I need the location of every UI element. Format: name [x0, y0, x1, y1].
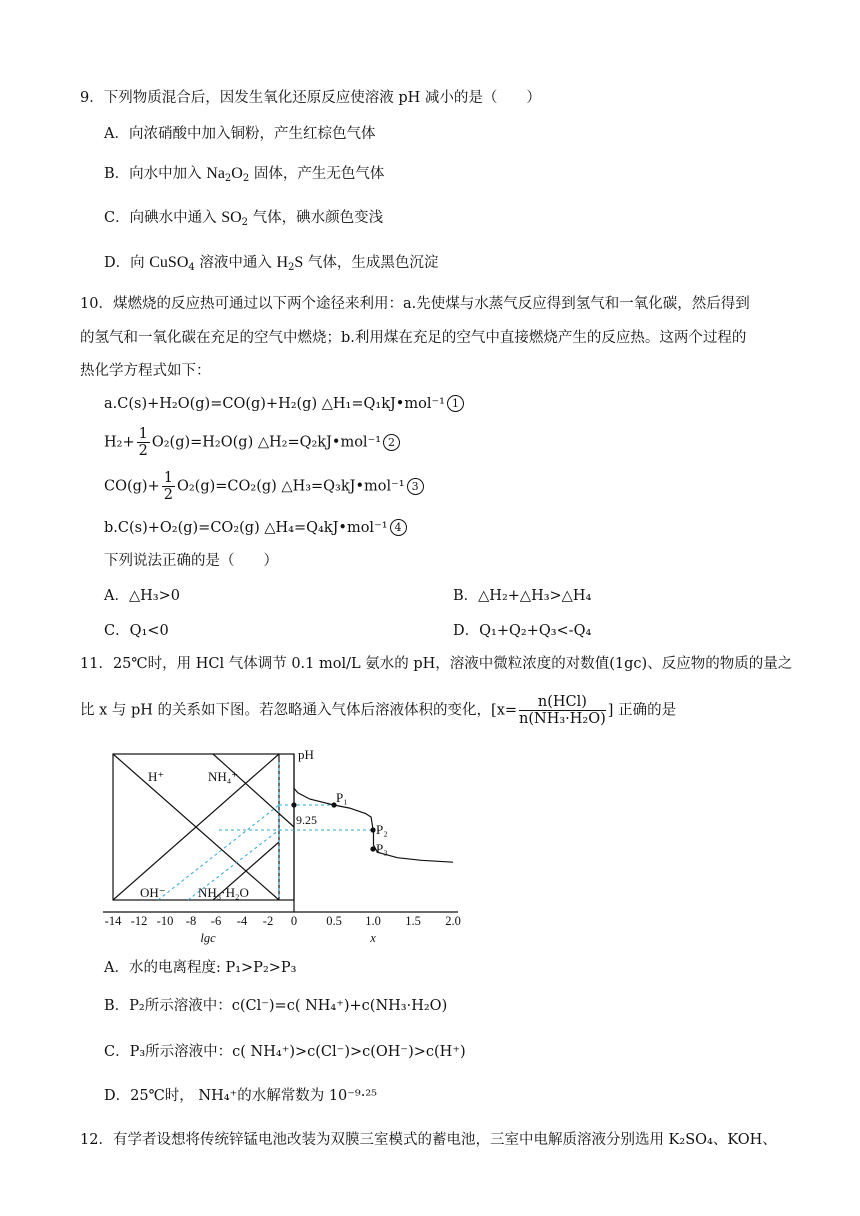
species-label: H⁺	[148, 769, 165, 784]
tick-label: -8	[185, 914, 197, 928]
q11-option-d: D．25℃时， NH₄⁺的水解常数为 10⁻⁹·²⁵	[104, 1088, 377, 1104]
fraction-half: $\frac{1}{2}$	[163, 470, 173, 503]
q11-option-b: B．P₂所示溶液中：c(Cl⁻)=c( NH₄⁺)+c(NH₃·H₂O)	[104, 998, 448, 1014]
q10-line2: 的氢气和一氧化碳在充足的空气中燃烧；b.利用煤在充足的空气中直接燃烧产生的反应热。这两个过程的	[80, 330, 747, 346]
q10-line3: 热化学方程式如下：	[80, 363, 211, 379]
circled-number: 3	[407, 478, 424, 495]
q9-option-d: D．向 CuSO$_4$ 溶液中通入 $H_2S$ 气体，生成黑色沉淀	[104, 254, 439, 273]
ph-chart	[98, 742, 468, 952]
point-label-p1: P₁	[336, 790, 348, 805]
q10-option-a: A．△H₃>0	[104, 588, 180, 604]
tick-label: 2.0	[445, 914, 461, 928]
species-plot-frame	[113, 754, 294, 900]
circled-number: 1	[447, 395, 464, 412]
q10-eq2: H₂+ $\frac{1}{2}$ O₂(g)=H₂O(g) △H₂=Q₂kJ•mol⁻¹ 2	[104, 426, 400, 466]
q12-line1: 12．有学者设想将传统锌锰电池改装为双膜三室模式的蓄电池，三室中电解质溶液分别选用 K₂SO₄、KOH、	[80, 1132, 777, 1148]
ph-axis-label: pH	[298, 747, 314, 762]
species-label: OH⁻	[140, 885, 166, 900]
fraction-half: $\frac{1}{2}$	[138, 426, 148, 459]
circled-number: 4	[390, 519, 407, 536]
point-marker	[370, 846, 375, 851]
q10-ask: 下列说法正确的是（ ）	[104, 553, 278, 569]
q10-option-b: B．△H₂+△H₃>△H₄	[453, 588, 592, 604]
point-marker	[370, 827, 375, 832]
q11-line2: 比 x 与 pH 的关系如下图。若忽略通入气体后溶液体积的变化，[x= $\frac{\text{n(HCl)}}{\text{n(NH₃·H₂O)}}$ ] 正确的是	[80, 694, 677, 727]
q10-eq4: b.C(s)+O₂(g)=CO₂(g) △H₄=Q₄kJ•mol⁻¹ 4	[104, 518, 407, 538]
q9-option-c: C．向碘水中通入 $SO_2$ 气体，碘水颜色变浅	[104, 209, 384, 228]
point-label-p2: P₂	[376, 822, 388, 837]
lgc-axis-label: lgc	[200, 931, 216, 945]
tick-label: -4	[236, 914, 248, 928]
species-label: NH₄⁺	[208, 769, 239, 784]
tick-label: -12	[130, 914, 148, 928]
q11-option-c: C．P₃所示溶液中：c( NH₄⁺)>c(Cl⁻)>c(OH⁻)>c(H⁺)	[104, 1044, 466, 1060]
tick-label: 0.5	[326, 914, 342, 928]
tick-label: -10	[156, 914, 174, 928]
annotation-925: 9.25	[296, 813, 317, 827]
tick-label: 1.0	[365, 914, 381, 928]
tick-label: -2	[262, 914, 274, 928]
q10-eq1: a.C(s)+H₂O(g)=CO(g)+H₂(g) △H₁=Q₁kJ•mol⁻¹ 1	[104, 394, 464, 414]
species-label: NH₃·H₂O	[198, 885, 249, 900]
q10-eq3: CO(g)+ $\frac{1}{2}$ O₂(g)=CO₂(g) △H₃=Q₃kJ•mol⁻¹ 3	[104, 470, 424, 510]
q10-option-d: D．Q₁+Q₂+Q₃<-Q₄	[453, 623, 592, 639]
q9-option-a: A．向浓硝酸中加入铜粉，产生红棕色气体	[104, 126, 376, 142]
nh4-line	[213, 754, 294, 827]
q10-line1: 10．煤燃烧的反应热可通过以下两个途径来利用：a.先使煤与水蒸气反应得到氢气和一氧化碳，然后得到	[80, 296, 750, 312]
tick-label: 1.5	[405, 914, 421, 928]
q11-line1: 11．25℃时，用 HCl 气体调节 0.1 mol/L 氨水的 pH，溶液中微粒浓度的对数值(1gc)、反应物的物质的量之	[80, 656, 793, 672]
q11-option-a: A．水的电离程度: P₁>P₂>P₃	[104, 960, 297, 976]
x-axis-label: x	[370, 931, 376, 945]
q9-option-b: B．向水中加入 $Na_2O_2$ 固体，产生无色气体	[104, 165, 385, 184]
point-label-p3: P₃	[376, 841, 388, 856]
point-marker	[291, 802, 296, 807]
q9-stem: 9．下列物质混合后，因发生氧化还原反应使溶液 pH 减小的是（ ）	[80, 90, 541, 106]
q10-option-c: C．Q₁<0	[104, 623, 169, 639]
tick-label: 0	[290, 914, 298, 928]
tick-label: -14	[104, 914, 122, 928]
circled-number: 2	[383, 434, 400, 451]
fraction-x: $\frac{\text{n(HCl)}}{\text{n(NH₃·H₂O)}}$	[519, 694, 606, 727]
tick-label: -6	[210, 914, 222, 928]
